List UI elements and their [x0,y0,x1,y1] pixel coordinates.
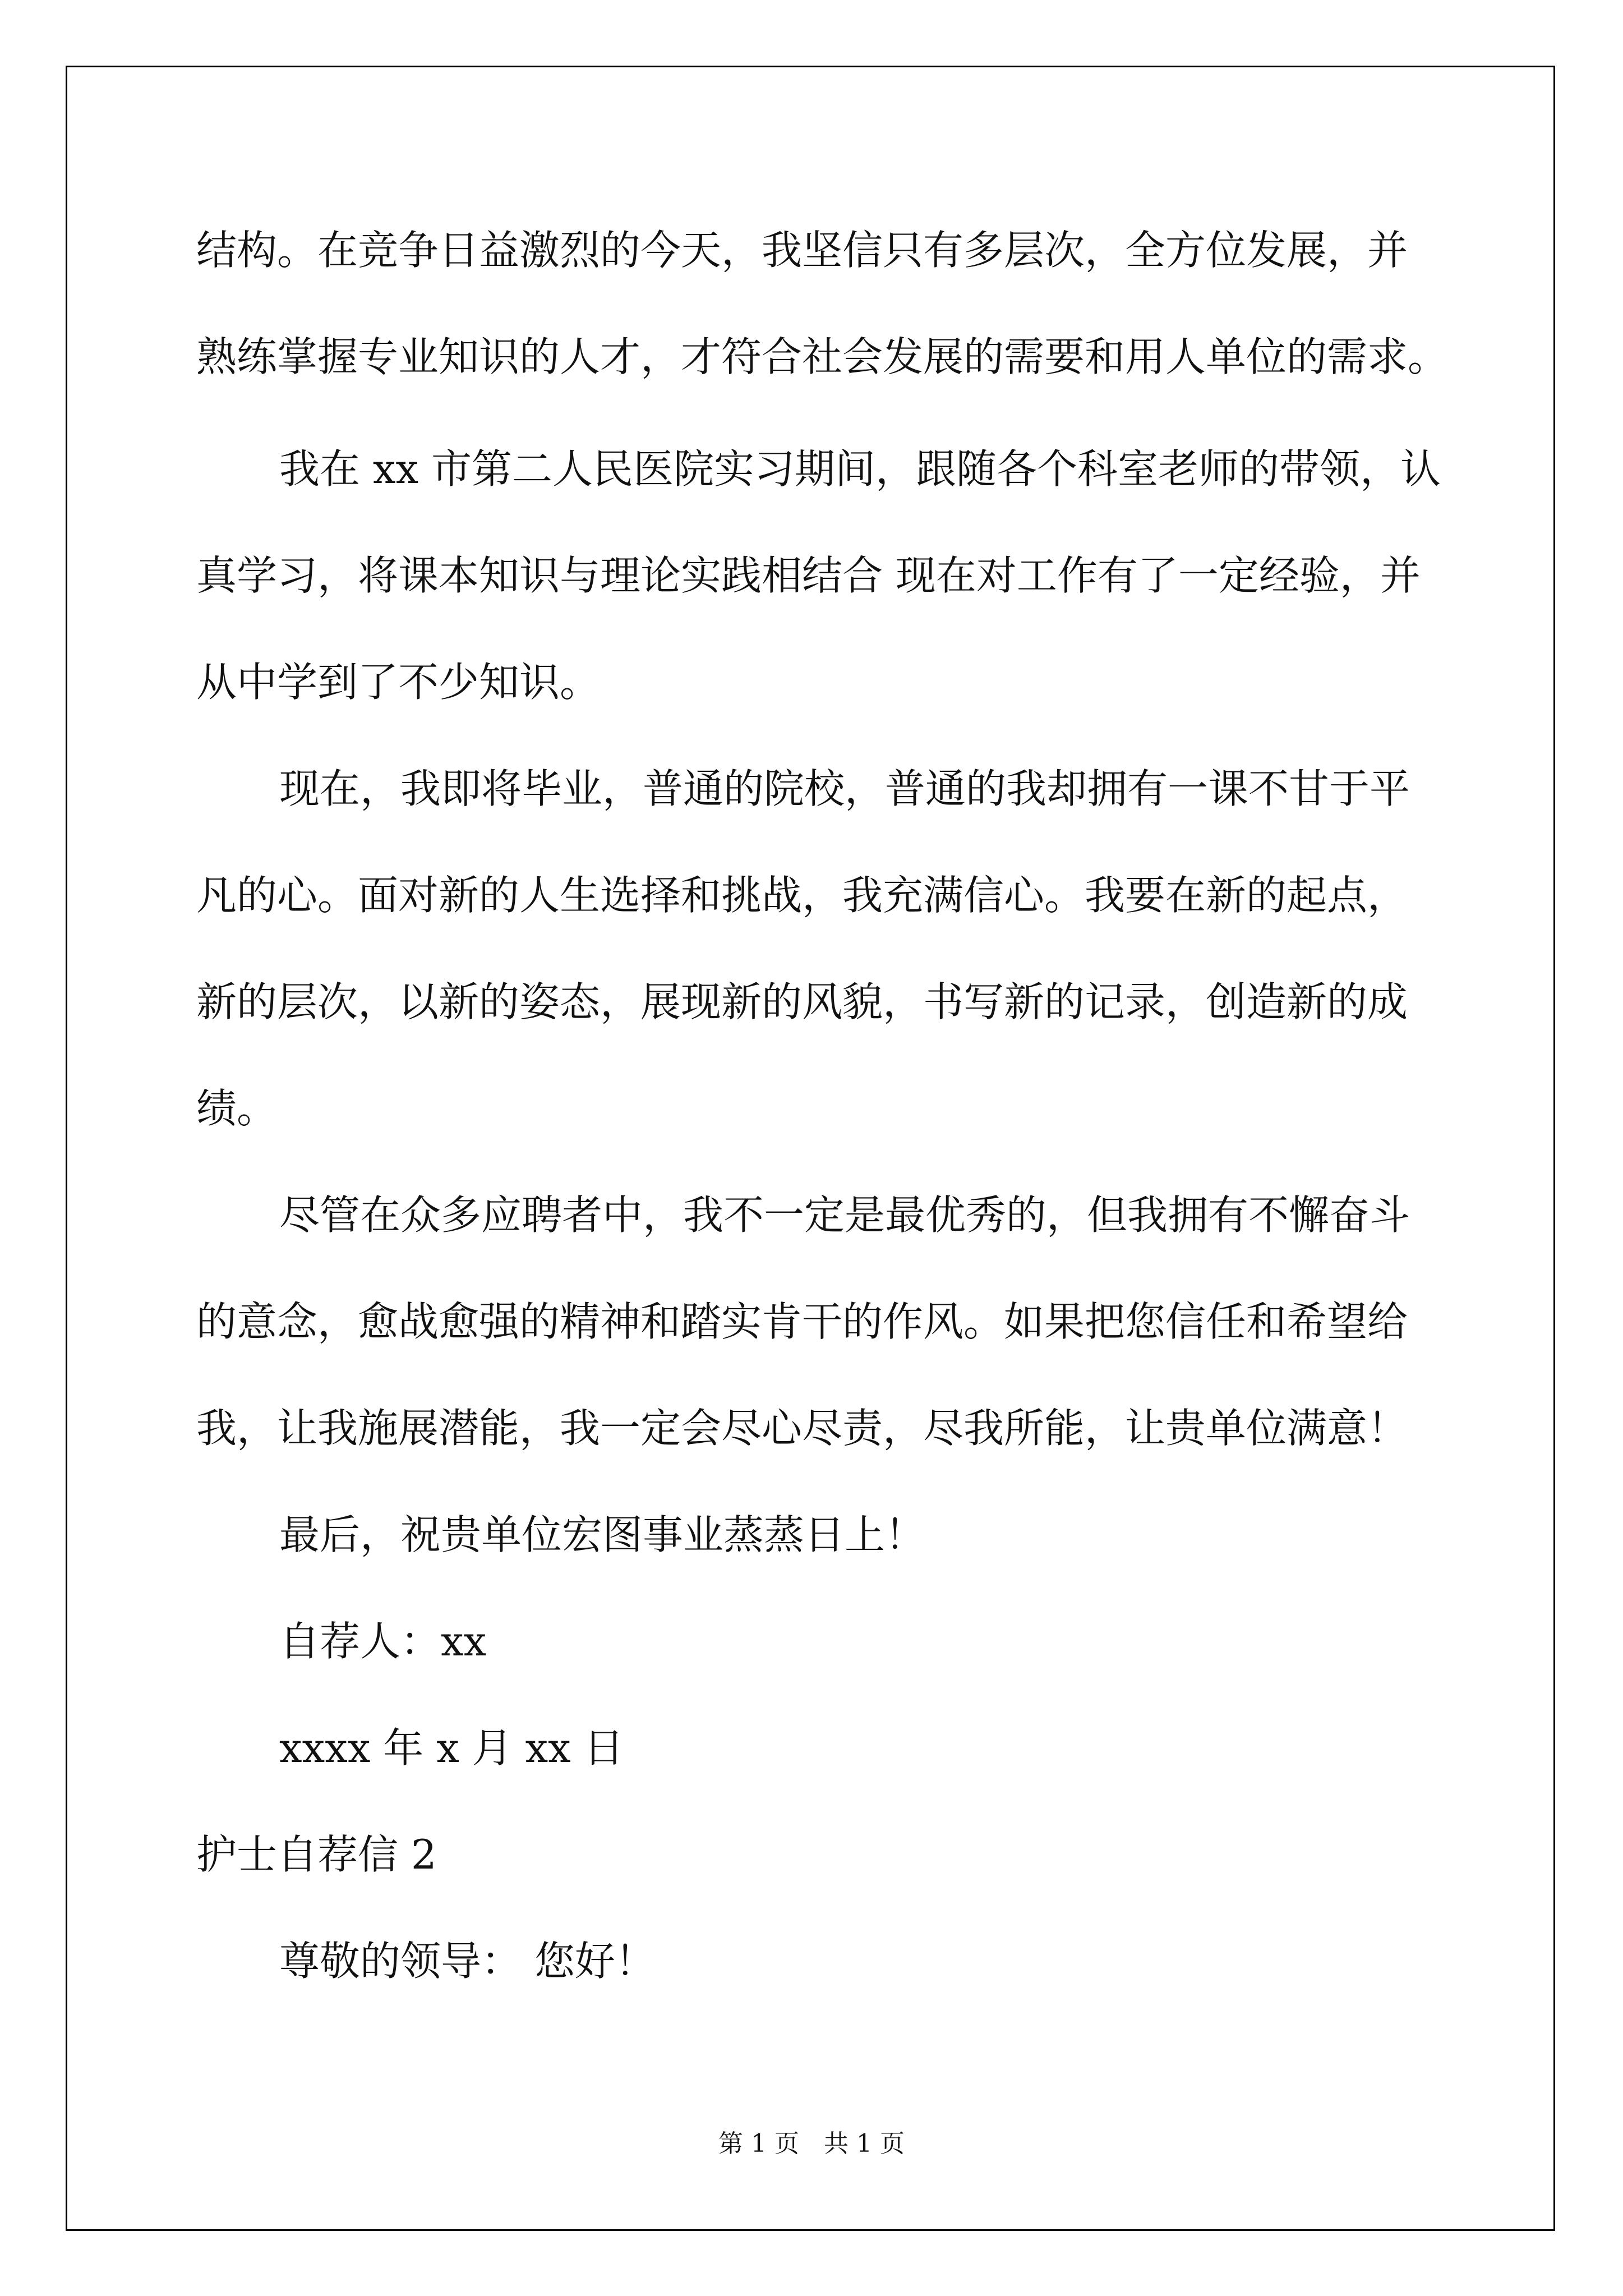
text-line: 真学习，将课本知识与理论实践相结合 现在对工作有了一定经验，并 [196,552,1421,599]
text-line: 熟练掌握专业知识的人才，才符合社会发展的需要和用人单位的需求。 [196,333,1449,380]
text-line: 最后，祝贵单位宏图事业蒸蒸日上！ [279,1511,926,1558]
text-line: 的意念，愈战愈强的精神和踏实肯干的作风。如果把您信任和希望给 [196,1298,1408,1345]
section-heading: 护士自荐信 2 [196,1831,437,1878]
text-line: 我，让我施展潜能，我一定会尽心尽责，尽我所能，让贵单位满意！ [196,1405,1408,1452]
text-line: 尽管在众多应聘者中，我不一定是最优秀的，但我拥有不懈奋斗 [279,1191,1410,1239]
page-number-footer: 第 1 页 共 1 页 [718,2129,905,2158]
text-line: 新的层次，以新的姿态，展现新的风貌，书写新的记录，创造新的成 [196,978,1408,1025]
text-line: 凡的心。面对新的人生选择和挑战，我充满信心。我要在新的起点， [196,872,1408,919]
text-line: 结构。在竞争日益激烈的今天，我坚信只有多层次，全方位发展，并 [196,227,1408,274]
signature-name: 自荐人：xx [279,1618,487,1665]
text-line: 现在，我即将毕业，普通的院校，普通的我却拥有一课不甘于平 [279,765,1410,812]
text-line: 我在 xx 市第二人民医院实习期间，跟随各个科室老师的带领，认 [279,445,1441,493]
text-line: 从中学到了不少知识。 [196,659,601,706]
salutation: 尊敬的领导： 您好！ [279,1938,656,1985]
text-line: 绩。 [196,1085,278,1132]
page-border [66,66,1555,2231]
signature-date: xxxx 年 x 月 xx 日 [279,1724,624,1772]
